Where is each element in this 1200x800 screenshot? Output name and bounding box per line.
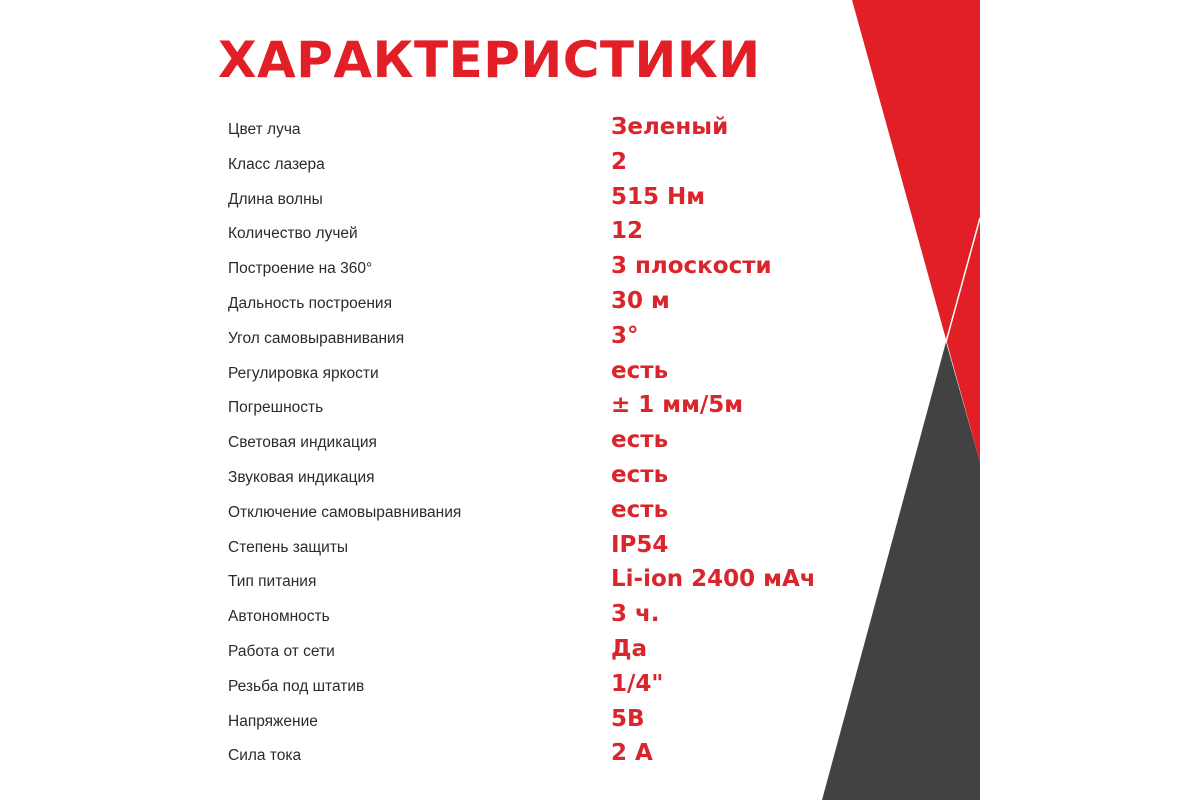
spec-value: Зеленый	[611, 114, 729, 140]
spec-label: Отключение самовыравнивания	[228, 503, 462, 521]
spec-value: Li-ion 2400 мАч	[611, 566, 816, 593]
spec-value: есть	[611, 357, 669, 384]
spec-value: 3 ч.	[611, 601, 660, 628]
spec-row	[228, 458, 828, 493]
spec-value: есть	[611, 496, 669, 523]
spec-row	[228, 249, 828, 284]
spec-value: 2	[611, 148, 628, 175]
spec-label: Сила тока	[228, 747, 302, 765]
spec-value: 1/4"	[611, 670, 664, 697]
spec-row	[228, 354, 828, 389]
spec-label: Построение на 360°	[228, 260, 373, 278]
spec-value: 12	[611, 218, 644, 245]
spec-row	[228, 423, 828, 458]
spec-label: Напряжение	[228, 712, 318, 730]
spec-row	[228, 632, 828, 667]
spec-label: Автономность	[228, 608, 330, 626]
spec-value: Да	[611, 635, 648, 662]
spec-label: Тип питания	[228, 573, 317, 591]
spec-row	[228, 667, 828, 702]
spec-value: 515 Нм	[611, 183, 706, 210]
spec-label: Цвет луча	[228, 121, 301, 138]
spec-value: есть	[611, 461, 669, 488]
spec-value: 5В	[611, 705, 645, 732]
spec-label: Количество лучей	[228, 225, 358, 243]
dark-triangle-shape	[822, 342, 980, 800]
spec-value: IP54	[611, 531, 669, 558]
spec-label: Дальность построения	[228, 294, 392, 312]
spec-row	[228, 319, 828, 354]
spec-value: ± 1 мм/5м	[611, 392, 744, 419]
red-triangle-shape	[852, 0, 980, 462]
page-title: ХАРАКТЕРИСТИКИ	[218, 31, 761, 89]
spec-label: Погрешность	[228, 399, 324, 417]
spec-label: Звуковая индикация	[228, 468, 375, 486]
spec-row	[228, 702, 828, 737]
spec-row	[228, 736, 828, 771]
spec-label: Класс лазера	[228, 155, 325, 173]
spec-row	[228, 528, 828, 563]
spec-label: Световая индикация	[228, 434, 377, 452]
spec-value: 3°	[611, 322, 639, 349]
spec-row	[228, 284, 828, 319]
spec-label: Степень защиты	[228, 538, 349, 556]
spec-row	[228, 562, 828, 597]
spec-label: Угол самовыравнивания	[228, 329, 405, 347]
spec-row	[228, 145, 828, 180]
spec-label: Регулировка яркости	[228, 364, 379, 382]
spec-row	[228, 388, 828, 423]
spec-label: Длина волны	[228, 190, 323, 208]
spec-value: 30 м	[611, 287, 670, 314]
spec-value: 3 плоскости	[611, 253, 772, 280]
spec-value: 2 А	[611, 740, 653, 767]
spec-row	[228, 180, 828, 215]
white-divider-line	[946, 218, 980, 342]
spec-label: Резьба под штатив	[228, 677, 365, 695]
spec-row	[228, 110, 828, 145]
spec-row	[228, 597, 828, 632]
spec-value: есть	[611, 427, 669, 454]
spec-row	[228, 214, 828, 249]
spec-list	[228, 110, 828, 771]
spec-label: Работа от сети	[228, 642, 335, 660]
spec-row	[228, 493, 828, 528]
